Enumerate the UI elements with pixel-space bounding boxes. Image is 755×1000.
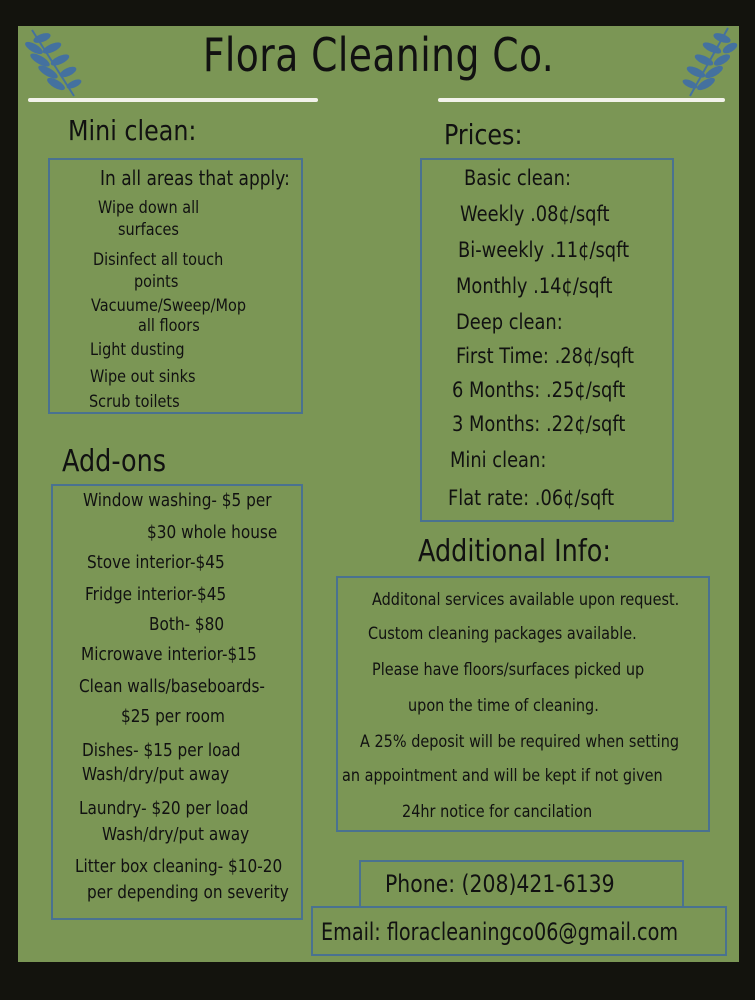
addon-line: Stove interior-$45: [87, 552, 225, 573]
list-item: surfaces: [118, 220, 179, 240]
addons-box: [51, 484, 303, 920]
addon-line: Dishes- $15 per load: [82, 740, 241, 761]
addon-line: Fridge interior-$45: [85, 584, 227, 605]
fern-icon: [678, 26, 738, 100]
list-item: Wipe out sinks: [90, 367, 196, 387]
list-item: Vacuume/Sweep/Mop: [91, 296, 247, 316]
addon-line: Both- $80: [149, 614, 225, 635]
list-item: points: [134, 272, 179, 292]
prices-heading: Prices:: [444, 118, 523, 151]
email-address[interactable]: Email: floracleaningco06@gmail.com: [321, 918, 679, 946]
price-category: Deep clean:: [456, 310, 563, 334]
info-line: 24hr notice for cancilation: [402, 802, 593, 822]
flyer: [18, 26, 739, 962]
price-line: Weekly .08¢/sqft: [460, 202, 610, 226]
info-line: Custom cleaning packages available.: [368, 624, 637, 644]
list-item: Disinfect all touch: [93, 250, 224, 270]
email-box: [311, 906, 727, 956]
addon-line: Window washing- $5 per: [83, 490, 272, 511]
phone-box: [359, 860, 684, 908]
addon-line: Clean walls/baseboards-: [79, 676, 265, 697]
list-item: Light dusting: [90, 340, 185, 360]
mini-clean-intro: In all areas that apply:: [100, 166, 290, 190]
list-item: Wipe down all: [98, 198, 200, 218]
divider: [28, 98, 318, 102]
list-item: all floors: [138, 316, 200, 336]
price-category: Mini clean:: [450, 448, 547, 472]
addon-line: $25 per room: [121, 706, 225, 727]
fern-icon: [22, 26, 84, 100]
additional-info-heading: Additional Info:: [418, 534, 611, 569]
info-line: upon the time of cleaning.: [408, 696, 599, 716]
additional-info-box: [336, 576, 710, 832]
info-line: Additonal services available upon request.: [372, 590, 680, 610]
phone-number[interactable]: Phone: (208)421-6139: [385, 870, 615, 898]
price-category: Basic clean:: [464, 166, 571, 190]
addon-line: Laundry- $20 per load: [79, 798, 249, 819]
addon-line: Litter box cleaning- $10-20: [75, 856, 283, 877]
addon-line: per depending on severity: [87, 882, 289, 903]
price-line: Monthly .14¢/sqft: [456, 274, 613, 298]
divider: [438, 98, 725, 102]
info-line: Please have floors/surfaces picked up: [372, 660, 645, 680]
info-line: A 25% deposit will be required when setting: [360, 732, 680, 752]
price-line: Flat rate: .06¢/sqft: [448, 486, 615, 510]
info-line: an appointment and will be kept if not given: [342, 766, 663, 786]
addon-line: $30 whole house: [147, 522, 278, 543]
price-line: 3 Months: .22¢/sqft: [452, 412, 626, 436]
addon-line: Wash/dry/put away: [82, 764, 230, 785]
addons-heading: Add-ons: [62, 444, 167, 479]
addon-line: Microwave interior-$15: [81, 644, 257, 665]
price-line: Bi-weekly .11¢/sqft: [458, 238, 630, 262]
addon-line: Wash/dry/put away: [102, 824, 250, 845]
mini-clean-heading: Mini clean:: [68, 114, 197, 147]
price-line: 6 Months: .25¢/sqft: [452, 378, 626, 402]
page-title: Flora Cleaning Co.: [202, 28, 555, 82]
mini-clean-box: [48, 158, 303, 414]
prices-box: [420, 158, 674, 522]
list-item: Scrub toilets: [89, 392, 180, 412]
price-line: First Time: .28¢/sqft: [456, 344, 634, 368]
